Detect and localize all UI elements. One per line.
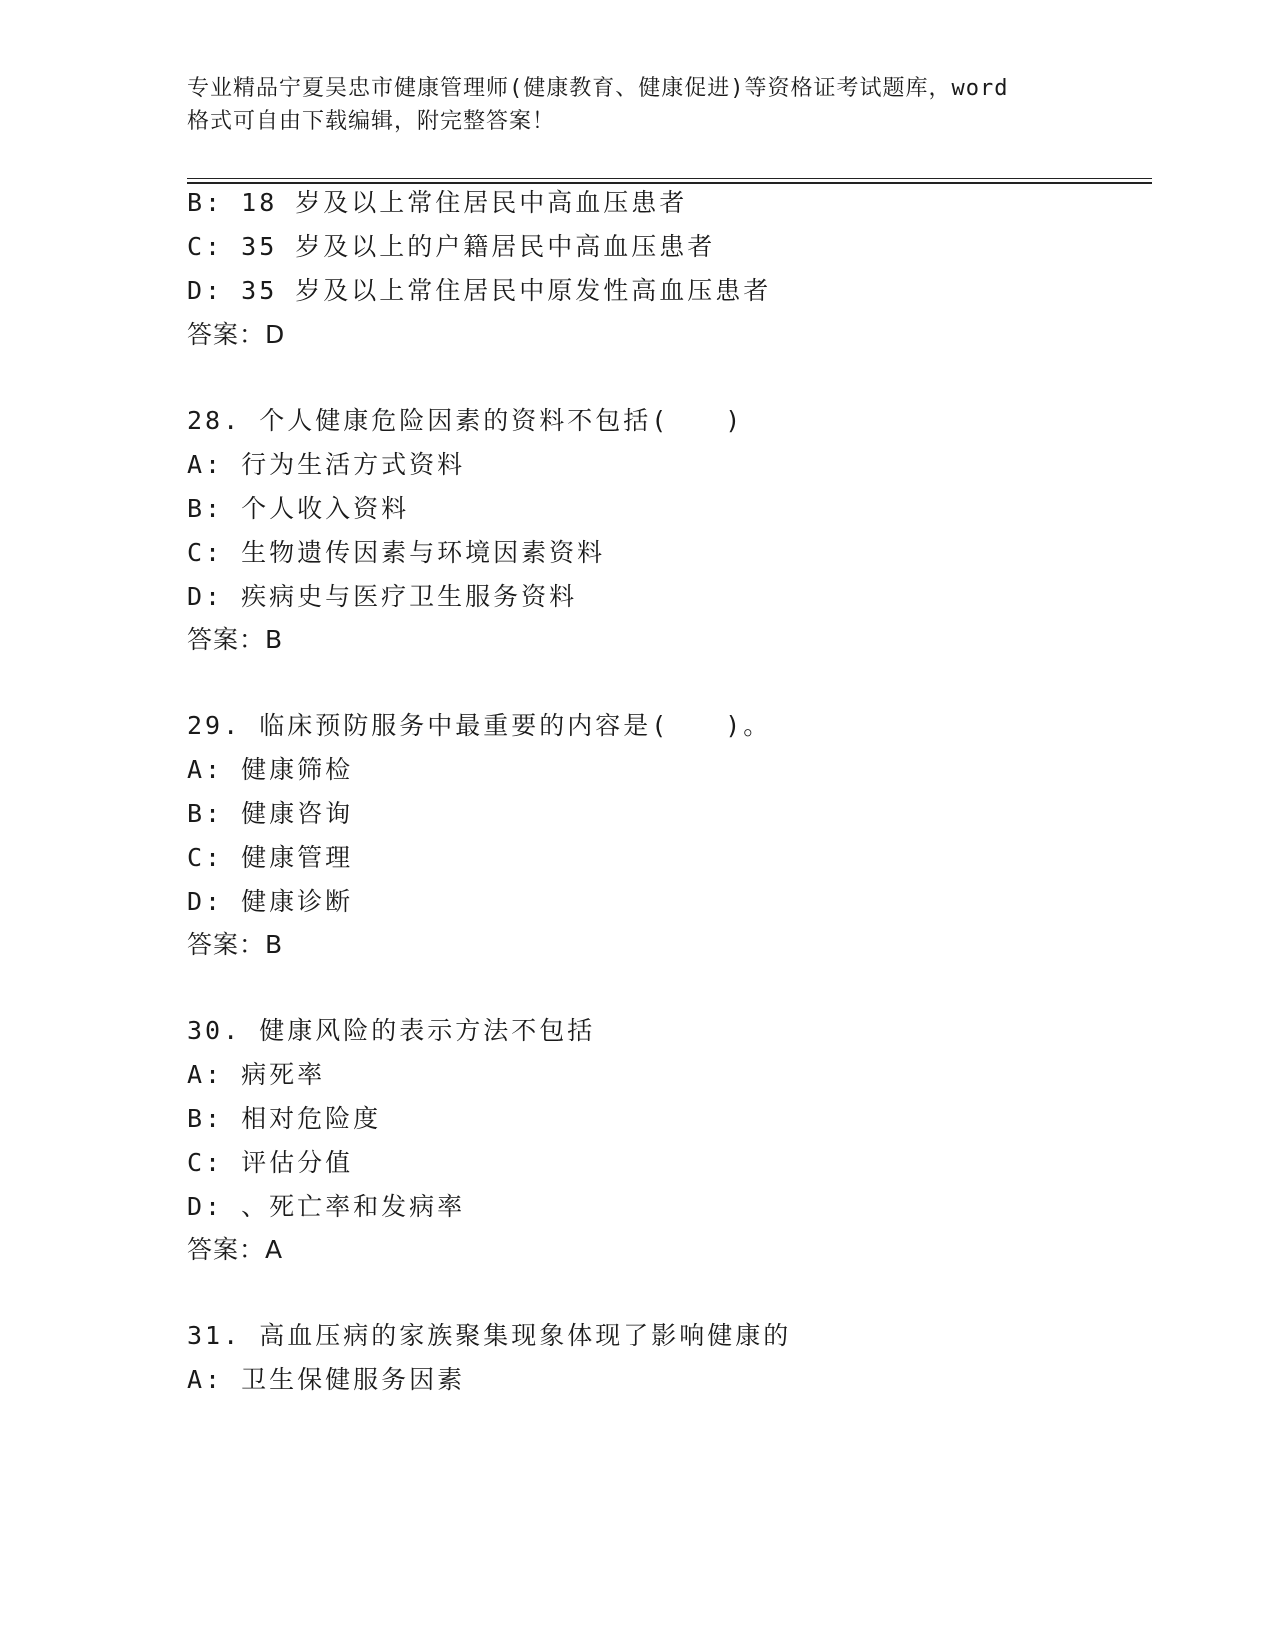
q29-answer: 答案：B — [187, 930, 284, 959]
q30-option-b: B: 相对危险度 — [187, 1104, 382, 1133]
q28-answer: 答案：B — [187, 625, 284, 654]
q29-option-b: B: 健康咨询 — [187, 799, 354, 828]
q31-question: 31. 高血压病的家族聚集现象体现了影响健康的 — [187, 1321, 792, 1350]
q28-option-d: D: 疾病史与医疗卫生服务资料 — [187, 582, 578, 611]
q30-answer: 答案：A — [187, 1235, 284, 1264]
q30-question: 30. 健康风险的表示方法不包括 — [187, 1016, 596, 1045]
q30-option-c: C: 评估分值 — [187, 1148, 354, 1177]
q28-option-b: B: 个人收入资料 — [187, 494, 410, 523]
q29-option-c: C: 健康管理 — [187, 843, 354, 872]
q29-option-d: D: 健康诊断 — [187, 887, 354, 916]
header-divider-thick — [187, 182, 1152, 184]
header-line-2: 格式可自由下载编辑，附完整答案！ — [187, 109, 556, 134]
q30-option-d: D: 、死亡率和发病率 — [187, 1192, 466, 1221]
q29-option-a: A: 健康筛检 — [187, 755, 354, 784]
header-line-1: 专业精品宁夏吴忠市健康管理师(健康教育、健康促进)等资格证考试题库，word — [187, 76, 1009, 101]
q27-option-c: C: 35 岁及以上的户籍居民中高血压患者 — [187, 232, 716, 261]
q28-option-c: C: 生物遗传因素与环境因素资料 — [187, 538, 606, 567]
q27-answer: 答案：D — [187, 320, 286, 349]
header-divider-thin — [187, 178, 1152, 179]
q27-option-d: D: 35 岁及以上常住居民中原发性高血压患者 — [187, 276, 772, 305]
q30-option-a: A: 病死率 — [187, 1060, 326, 1089]
q29-question: 29. 临床预防服务中最重要的内容是( )。 — [187, 711, 772, 740]
q31-option-a: A: 卫生保健服务因素 — [187, 1365, 466, 1394]
q27-option-b: B: 18 岁及以上常住居民中高血压患者 — [187, 188, 688, 217]
document-header — [187, 72, 1067, 138]
q28-option-a: A: 行为生活方式资料 — [187, 450, 466, 479]
q28-question: 28. 个人健康危险因素的资料不包括( ) — [187, 406, 744, 435]
